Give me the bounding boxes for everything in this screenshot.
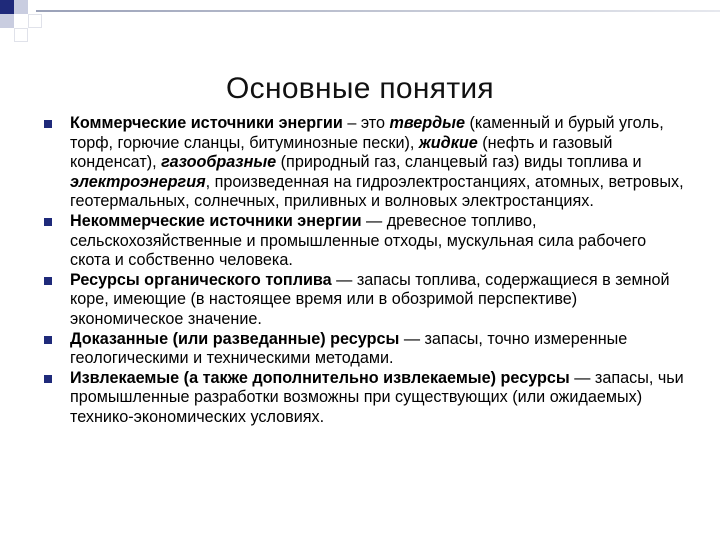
slide-title: Основные понятия bbox=[226, 72, 494, 106]
item-term: Ресурсы органического топлива bbox=[70, 270, 332, 289]
item-term: газообразные bbox=[161, 153, 277, 172]
item-text: (каменный и бурый уголь, торф, горючие сланцы, битуминозные пески), bbox=[70, 114, 664, 152]
item-term: Некоммерческие источники энергии bbox=[70, 211, 362, 230]
item-text: — древесное топливо, сельскохозяйственные и промышленные отходы, мускульная сила рабочего скота и собственно человека. bbox=[70, 211, 647, 270]
decor-square bbox=[14, 28, 28, 42]
square-bullet-icon bbox=[44, 277, 52, 285]
item-term: Доказанные (или разведанные) ресурсы bbox=[70, 329, 400, 348]
item-text: , произведенная на гидроэлектростанциях, атомных, ветровых, геотермальных, солнечных, приливных и волновых электростанциях. bbox=[70, 172, 684, 211]
square-bullet-icon bbox=[44, 218, 52, 226]
list-item bbox=[44, 114, 684, 212]
list-item bbox=[44, 330, 684, 369]
item-term: твердые bbox=[389, 114, 465, 132]
item-term: Извлекаемые (а также дополнительно извлекаемые) ресурсы bbox=[70, 368, 570, 387]
square-bullet-icon bbox=[44, 336, 52, 344]
decor-square bbox=[14, 0, 28, 14]
list-item bbox=[44, 271, 684, 330]
item-text: (природный газ, сланцевый газ) виды топлива и bbox=[276, 153, 642, 172]
item-term: электроэнергия bbox=[70, 172, 206, 191]
bullet-list bbox=[44, 114, 684, 428]
square-bullet-icon bbox=[44, 375, 52, 383]
list-item bbox=[44, 369, 684, 428]
item-text: — запасы, чьи промышленные разработки возможны при существующих (или ожидаемых) технико-экономических условиях. bbox=[70, 368, 684, 426]
square-bullet-icon bbox=[44, 120, 52, 128]
item-text: – это bbox=[342, 114, 390, 132]
item-text: — запасы топлива, содержащиеся в земной коре, имеющие (в настоящее время или в обозримой перспективе) экономическое значение. bbox=[70, 270, 670, 328]
decor-square bbox=[0, 14, 14, 28]
decor-square bbox=[0, 0, 14, 14]
item-text: — запасы, точно измеренные геологическими и техническими методами. bbox=[70, 329, 628, 368]
list-item bbox=[44, 212, 684, 271]
item-term: жидкие bbox=[418, 133, 478, 152]
header-rule bbox=[36, 10, 720, 12]
item-term: Коммерческие источники энергии bbox=[70, 114, 343, 132]
decor-square bbox=[14, 14, 28, 28]
decor-square bbox=[28, 14, 42, 28]
item-text: (нефть и газовый конденсат), bbox=[70, 133, 613, 172]
